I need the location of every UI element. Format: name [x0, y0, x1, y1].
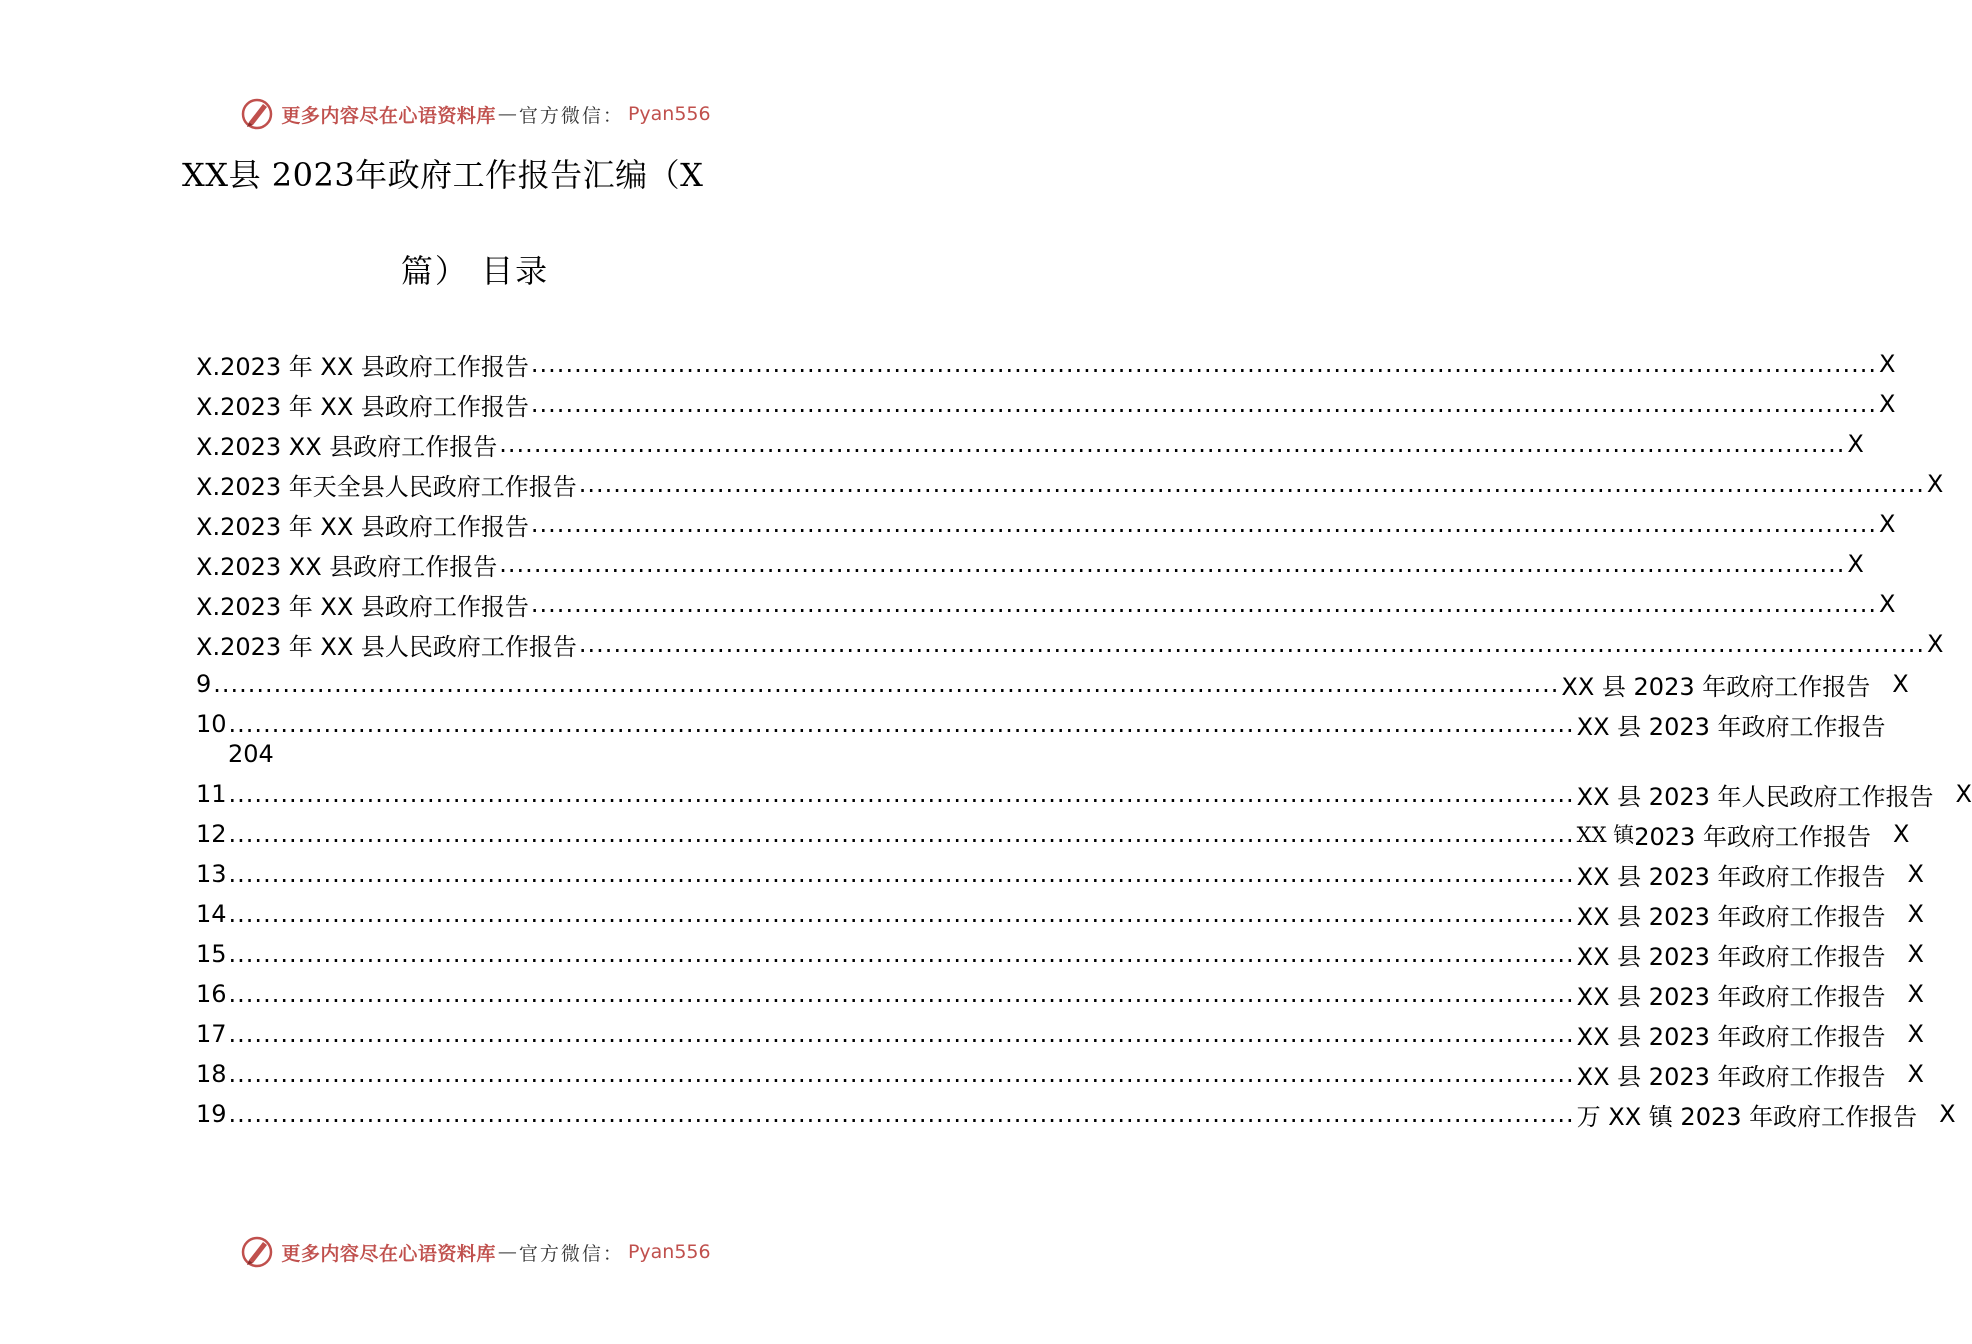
toc-entry-number: 11	[196, 780, 227, 808]
toc-entry-number: 19	[196, 1100, 227, 1128]
toc-entry-title: XX 县 2023 年政府工作报告	[1576, 942, 1886, 971]
toc-entry-title: X.2023 年 XX 县政府工作报告	[196, 592, 529, 621]
toc-page: X	[1847, 430, 1864, 458]
toc-entry-title: XX 县 2023 年政府工作报告	[1576, 1022, 1886, 1051]
toc-entry-title: X.2023 XX 县政府工作报告	[196, 552, 498, 581]
toc-page: X	[1907, 860, 1924, 888]
toc-leader	[213, 670, 1559, 698]
toc-entry-continuation: 204	[228, 740, 274, 768]
toc-page: X	[1907, 900, 1924, 928]
toc-entry[interactable]	[196, 664, 1909, 704]
toc-page: X	[1892, 820, 1910, 848]
toc-entry-title: XX 县 2023 年政府工作报告	[1576, 902, 1886, 931]
toc-entry[interactable]	[196, 464, 1944, 504]
toc-leader	[531, 390, 1877, 418]
pen-logo-icon	[239, 1234, 275, 1270]
toc-entry-number: 14	[196, 900, 227, 928]
toc-leader	[499, 550, 1845, 578]
toc-leader	[229, 1060, 1575, 1088]
toc-entry[interactable]	[196, 424, 1864, 464]
document-title-line1: XX县 2023年政府工作报告汇编（X	[182, 156, 704, 194]
toc-entry[interactable]	[196, 704, 1886, 744]
toc-leader	[579, 630, 1925, 658]
toc-page: X	[1892, 670, 1909, 698]
toc-entry-number: 12	[196, 820, 227, 848]
toc-entry-title: XX 县 2023 年政府工作报告	[1576, 862, 1886, 891]
header-banner	[0, 94, 950, 134]
footer-banner	[0, 1232, 950, 1272]
toc-leader	[229, 1100, 1575, 1128]
toc-entry-number: 10	[196, 710, 227, 738]
toc-entry[interactable]	[196, 504, 1896, 544]
toc-leader	[499, 430, 1845, 458]
toc-page: X	[1847, 550, 1864, 578]
toc-entry[interactable]	[196, 1014, 1924, 1054]
toc-entry-title: X.2023 年 XX 县政府工作报告	[196, 352, 529, 381]
toc-entry-title: 2023 年政府工作报告	[1634, 822, 1871, 851]
toc-entry-title: X.2023 年天全县人民政府工作报告	[196, 472, 577, 501]
toc-leader	[229, 820, 1575, 848]
toc-page: X	[1879, 510, 1896, 538]
toc-entry-title: X.2023 年 XX 县人民政府工作报告	[196, 632, 577, 661]
toc-page: X	[1926, 470, 1944, 498]
table-of-contents	[196, 344, 1972, 1134]
toc-leader	[229, 780, 1575, 808]
toc-page: X	[1907, 1020, 1924, 1048]
toc-page: X	[1879, 390, 1896, 418]
toc-leader	[579, 470, 1925, 498]
toc-entry[interactable]	[196, 624, 1944, 664]
banner-wechat-id: Pyan556	[627, 103, 711, 125]
document-title-line2: 篇） 目录	[400, 252, 550, 290]
toc-page: X	[1907, 980, 1924, 1008]
toc-entry-title: XX 县 2023 年人民政府工作报告	[1576, 782, 1934, 811]
toc-entry[interactable]	[196, 344, 1896, 384]
banner-separator: —	[497, 1241, 517, 1263]
banner-wechat-label: 官方微信：	[518, 104, 624, 127]
banner-separator: —	[497, 103, 517, 125]
toc-entry-prefix: XX 镇	[1576, 823, 1635, 847]
toc-entry-title: XX 县 2023 年政府工作报告	[1561, 672, 1871, 701]
banner-text: 更多内容尽在心语资料库	[281, 104, 496, 127]
toc-entry[interactable]	[196, 934, 1924, 974]
toc-entry-title: 万 XX 镇 2023 年政府工作报告	[1576, 1102, 1918, 1131]
toc-leader	[229, 1020, 1575, 1048]
toc-page: X	[1955, 780, 1972, 808]
toc-entry[interactable]	[196, 544, 1864, 584]
toc-leader	[531, 590, 1877, 618]
toc-entry-title: XX 县 2023 年政府工作报告	[1576, 1062, 1886, 1091]
pen-logo-icon	[239, 96, 275, 132]
toc-page: X	[1879, 590, 1896, 618]
toc-entry[interactable]	[196, 894, 1924, 934]
toc-page: X	[1907, 1060, 1924, 1088]
banner-text: 更多内容尽在心语资料库	[281, 1242, 496, 1265]
toc-entry[interactable]	[196, 854, 1924, 894]
banner-wechat-id: Pyan556	[627, 1241, 711, 1263]
toc-page: X	[1939, 1100, 1956, 1128]
toc-entry[interactable]	[196, 384, 1896, 424]
toc-entry[interactable]	[196, 814, 1910, 854]
toc-leader	[229, 980, 1575, 1008]
toc-entry-title: XX 县 2023 年政府工作报告	[1576, 712, 1886, 741]
toc-entry-number: 16	[196, 980, 227, 1008]
toc-entry-title: X.2023 XX 县政府工作报告	[196, 432, 498, 461]
toc-entry[interactable]	[196, 1094, 1956, 1134]
toc-entry[interactable]	[196, 584, 1896, 624]
toc-leader	[229, 710, 1575, 738]
toc-entry-number: 9	[196, 670, 212, 698]
toc-leader	[229, 860, 1575, 888]
toc-entry-title: XX 县 2023 年政府工作报告	[1576, 982, 1886, 1011]
toc-page: X	[1927, 630, 1944, 658]
toc-leader	[531, 510, 1877, 538]
toc-leader	[229, 900, 1575, 928]
toc-entry-number: 15	[196, 940, 227, 968]
toc-entry[interactable]	[196, 974, 1924, 1014]
toc-entry-number: 17	[196, 1020, 227, 1048]
toc-entry-title: X.2023 年 XX 县政府工作报告	[196, 392, 529, 421]
toc-entry[interactable]	[196, 774, 1972, 814]
toc-entry[interactable]	[196, 1054, 1924, 1094]
toc-leader	[531, 350, 1877, 378]
toc-page: X	[1907, 940, 1924, 968]
toc-leader	[229, 940, 1575, 968]
toc-page: X	[1879, 350, 1896, 378]
toc-entry-number: 13	[196, 860, 227, 888]
toc-entry-title: X.2023 年 XX 县政府工作报告	[196, 512, 529, 541]
banner-wechat-label: 官方微信：	[518, 1242, 624, 1265]
toc-entry-number: 18	[196, 1060, 227, 1088]
